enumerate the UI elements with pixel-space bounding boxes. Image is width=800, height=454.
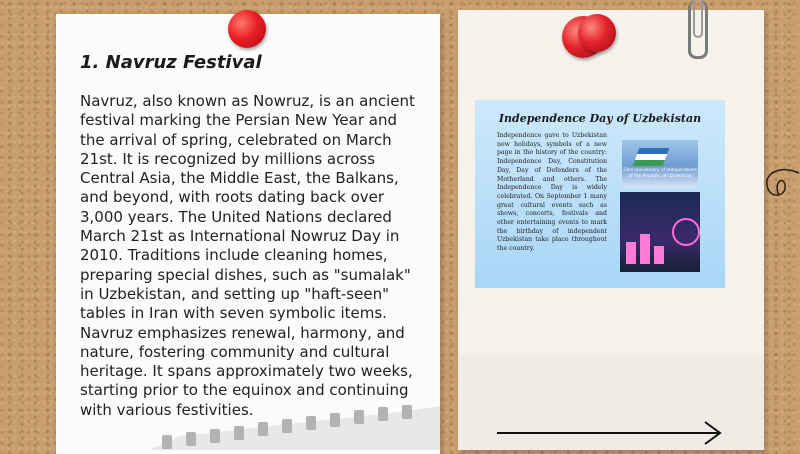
document-text: Independence gave to Uzbekistan new holidays, symbols of a new page in the history of the country: Independence Day, Constitution Day, Day of Defenders of the Motherland and others. The Independence Day is widely celebrated. On September 1 many great cultural events such as shows, concerts, festivals and other entertaining events to mark the birthday of independent Uzbekistan take place throughout the country. <box>497 132 607 253</box>
push-pin-icon <box>578 14 616 52</box>
paper-clip-icon <box>688 0 708 59</box>
section-title: 1. Navruz Festival <box>80 52 262 73</box>
decorative-scribble-icon <box>755 155 800 215</box>
building-shape <box>640 234 650 264</box>
document-title: Independence Day of Uzbekistan <box>498 112 702 125</box>
independence-photo <box>622 140 698 188</box>
building-shape <box>654 246 664 264</box>
ferris-wheel-shape <box>672 218 700 246</box>
flag-image <box>633 148 670 166</box>
building-shape <box>626 242 636 264</box>
photo-caption: 23rd anniversary of Independence of the Republic of Uzbekistan <box>622 168 698 179</box>
night-city-photo <box>620 192 700 272</box>
section-body-text: Navruz, also known as Nowruz, is an ancient festival marking the Persian New Year and the arrival of spring, celebrated on March 21st. It is recognized by millions across Central Asia, the Middle East, the Balkans, and beyond, with roots dating back over 3,000 years. The United Nations declared March 21st as International Nowruz Day in 2010. Traditions include cleaning homes, preparing special dishes, such as "sumalak" in Uzbekistan, and setting up "haft-seen" tables in Iran with seven symbolic items. Navruz emphasizes renewal, harmony, and nature, fostering community and cultural heritage. It spans approximately two weeks, starting prior to the equinox and continuing with various festivities. <box>80 92 415 419</box>
push-pin-icon <box>228 10 266 48</box>
arrow-right-icon <box>495 418 725 448</box>
